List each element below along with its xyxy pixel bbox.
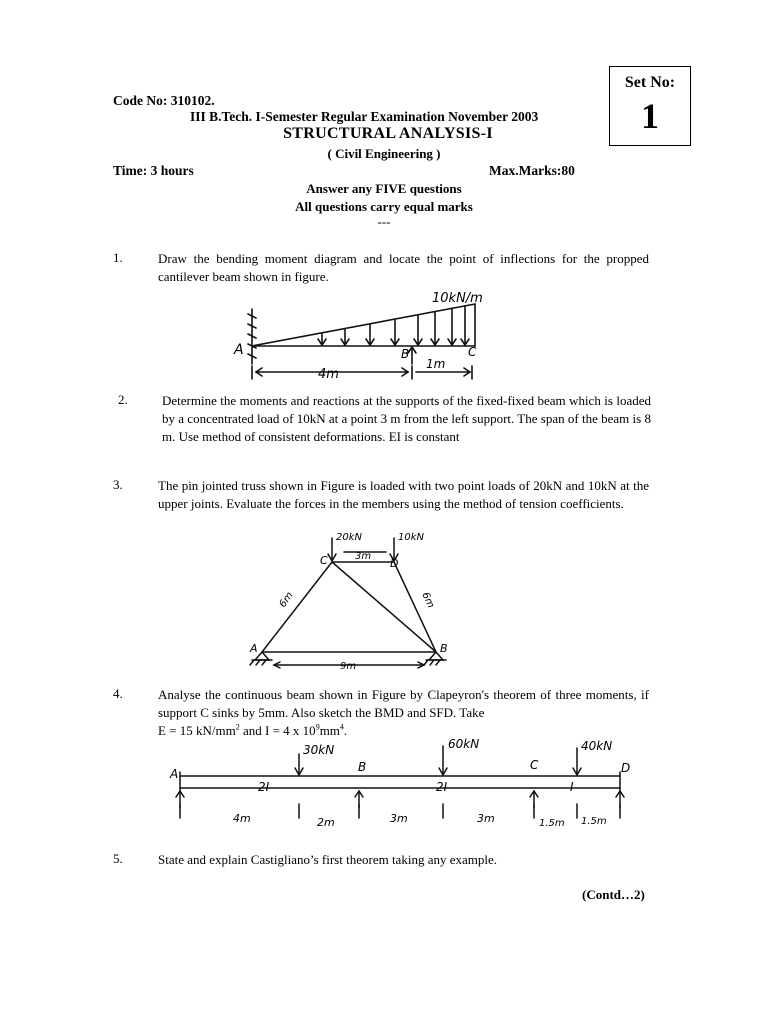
question-number-4: 4. (113, 686, 123, 701)
question-text-3: The pin jointed truss shown in Figure is loaded with two point loads of 20kN and 10kN at the upper joints. Evaluate the forces in the members using the method of tension coefficients. (158, 478, 649, 511)
fig3-label-d: D (390, 557, 399, 570)
question-text-5: State and explain Castigliano’s first theorem taking any example. (158, 852, 497, 867)
fig4-label-b: B (358, 760, 367, 774)
figure-propped-cantilever (220, 284, 510, 394)
instruction-1: Answer any FIVE questions (306, 181, 462, 196)
fig4-load-30kn: 30kN (303, 743, 335, 757)
exam-title: III B.Tech. I-Semester Regular Examination November 2003 (190, 109, 539, 124)
continued-note: (Contd…2) (582, 887, 645, 902)
figure-pin-jointed-truss (244, 528, 458, 674)
fig1-span-4m: 4m (318, 367, 339, 382)
fig1-label-b: B (401, 347, 410, 361)
udl-load-line (252, 304, 475, 346)
fig4-dim-4m: 4m (233, 812, 251, 825)
support-reactions (176, 791, 624, 808)
set-label: Set No: (624, 74, 676, 91)
fig3-label-b: B (440, 642, 448, 655)
fig4-load-60kn: 60kN (448, 737, 480, 751)
fig3-label-a: A (250, 642, 258, 655)
fig4-dim-2m: 2m (317, 816, 335, 829)
separator: --- (377, 214, 391, 229)
fig3-right-6m: 6m (419, 590, 437, 610)
question-number-2: 2. (118, 392, 128, 407)
fig4-dim-3m-b: 3m (477, 812, 495, 825)
fig3-load-10kn: 10kN (398, 532, 424, 543)
question-text-1: Draw the bending moment diagram and locate the point of inflections for the propped cantilever beam shown in figure. (158, 251, 649, 284)
fig4-dim-3m-a: 3m (390, 812, 408, 825)
fig3-load-20kn: 20kN (336, 532, 362, 543)
member-ac (262, 562, 332, 652)
fig4-moment-ab: 2I (258, 780, 270, 794)
fig4-label-d: D (621, 761, 631, 775)
code-number: Code No: 310102. (113, 93, 215, 108)
question-text-4: Analyse the continuous beam shown in Figure by Clapeyron's theorem of three moments, if support C sinks by 5mm. Also sketch the BMD and SFD. Take E = 15 $kN/mm^2$ and I = 4 x $10^9mm^4$. (158, 687, 649, 738)
max-marks: Max.Marks:80 (489, 163, 575, 178)
question-number-1: 1. (113, 250, 123, 265)
fig4-moment-bc: 2I (436, 780, 448, 794)
fig4-dim-1-5m-b: 1.5m (581, 816, 607, 827)
question-number-3: 3. (113, 477, 123, 492)
udl-arrows (318, 306, 469, 345)
instruction-2: All questions carry equal marks (295, 199, 473, 214)
fig4-label-a: A (170, 767, 179, 781)
question-number-5: 5. (113, 851, 123, 866)
fig1-span-1m: 1m (426, 357, 446, 371)
fig3-top-3m: 3m (355, 551, 372, 562)
fig3-label-c: C (320, 554, 328, 567)
fig1-load-label: 10kN/m (432, 291, 483, 306)
fig4-moment-cd: I (570, 780, 574, 794)
fig4-dim-1-5m-a: 1.5m (539, 818, 565, 829)
question-text-2: Determine the moments and reactions at the supports of the fixed-fixed beam which is loaded by a concentrated load of 10kN at a point 3 m from the left support. The span of the beam is 8 m. Use method of consistent deformations. EI is constant (162, 393, 651, 444)
fig3-left-6m: 6m (277, 590, 296, 610)
figure-continuous-beam (160, 736, 634, 830)
time-allowed: Time: 3 hours (113, 163, 194, 178)
subject-title: STRUCTURAL ANALYSIS-I (283, 125, 493, 142)
fig4-label-c: C (530, 758, 539, 772)
fig1-label-a: A (234, 342, 244, 358)
fig3-bottom-9m: 9m (340, 661, 357, 672)
member-cb (332, 562, 436, 652)
fig4-load-40kn: 40kN (581, 739, 613, 753)
branch: ( Civil Engineering ) (327, 146, 441, 161)
question-text-4-main: Analyse the continuous beam shown in Figure by Clapeyron's theorem of three moments, if support C sinks by 5mm. Also sketch the BMD and SFD. Take (158, 687, 649, 720)
fig1-label-c: C (468, 345, 477, 359)
set-number: 1 (641, 96, 659, 136)
